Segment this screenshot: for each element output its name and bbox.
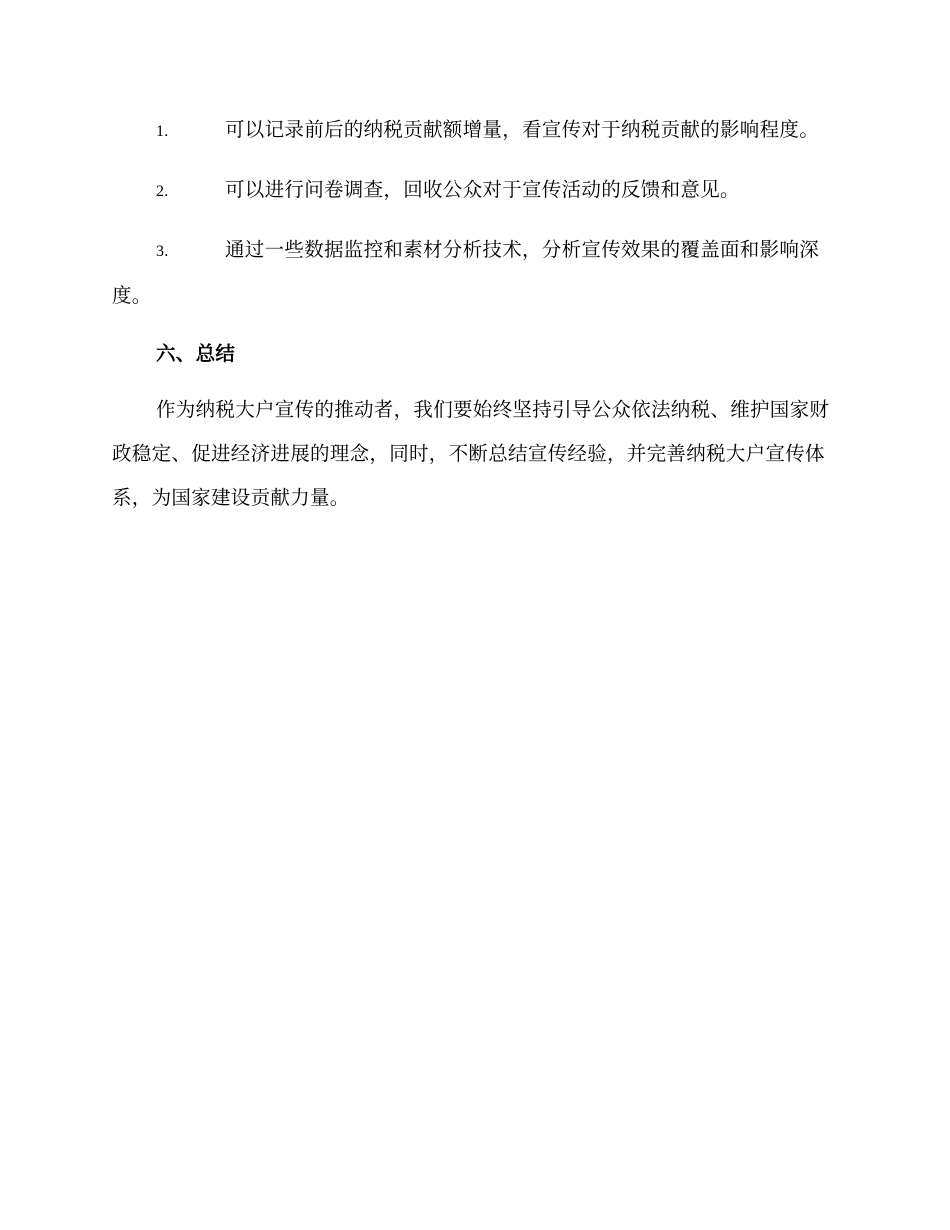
section-heading: 六、总结 [156, 342, 236, 365]
list-item [112, 108, 834, 154]
list-number: 3. [156, 243, 169, 260]
section-paragraph: 作为纳税大户宣传的推动者，我们要始终坚持引导公众依法纳税、维护国家财政稳定、促进经济进展的理念，同时，不断总结宣传经验，并完善纳税大户宣传体系，为国家建设贡献力量。 [112, 398, 830, 509]
list-item [112, 168, 834, 214]
list-number: 2. [156, 183, 169, 200]
list-text: 通过一些数据监控和素材分析技术，分析宣传效果的覆盖面和影响深度。 [112, 238, 820, 307]
list-number: 1. [156, 123, 169, 140]
list-item [112, 228, 834, 318]
list-text: 可以记录前后的纳税贡献额增量，看宣传对于纳税贡献的影响程度。 [225, 118, 820, 141]
document-body [112, 108, 834, 520]
list-text: 可以进行问卷调查，回收公众对于宣传活动的反馈和意见。 [225, 178, 740, 201]
